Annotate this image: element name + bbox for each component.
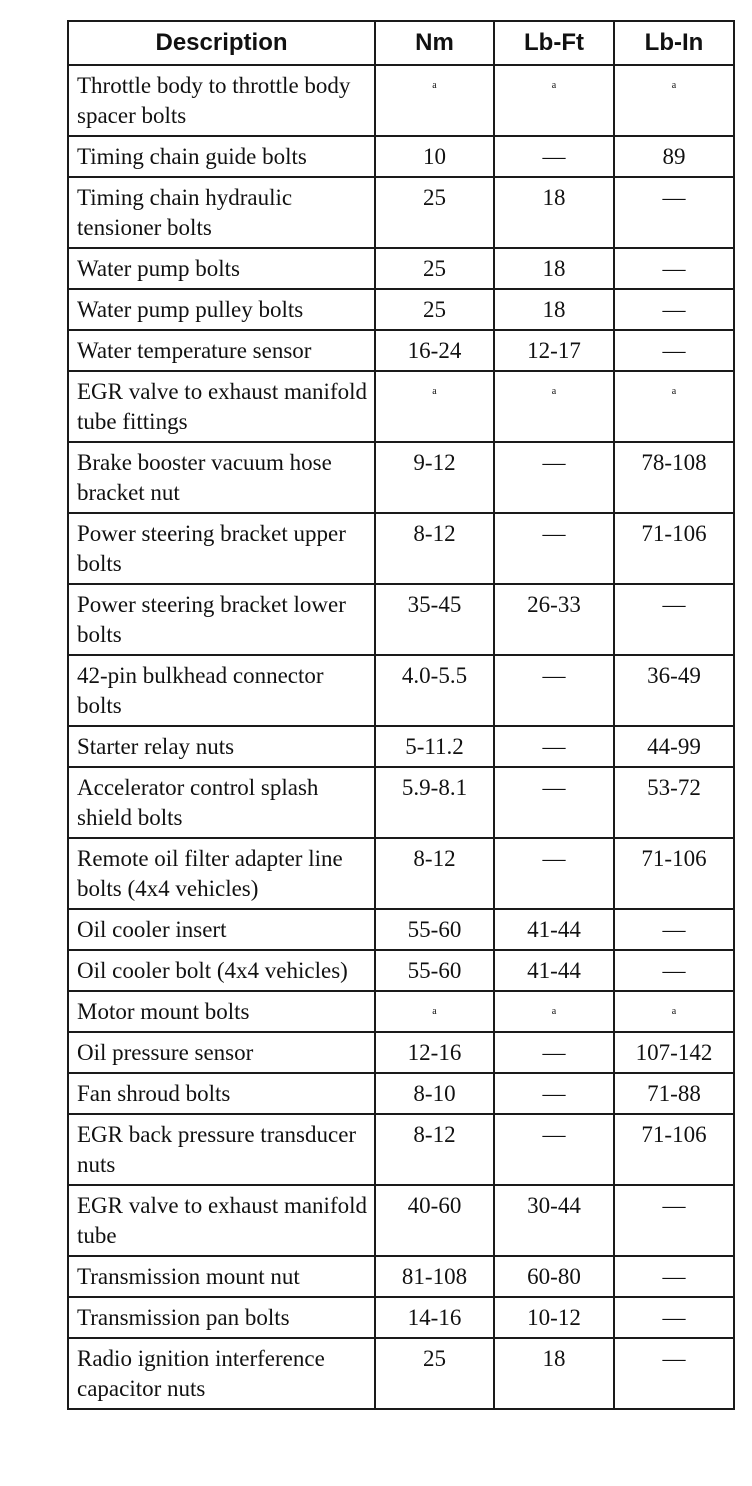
nm-cell: 40-60: [375, 1185, 494, 1256]
table-row: [68, 1073, 734, 1114]
description-cell: Timing chain guide bolts: [68, 136, 375, 177]
nm-cell: a: [375, 991, 494, 1032]
torque-specification-table: [67, 20, 735, 1410]
description-cell: Timing chain hydraulic tensioner bolts: [68, 177, 375, 248]
lb-in-cell: a: [614, 371, 734, 442]
lb-in-cell: —: [614, 1256, 734, 1297]
lb-ft-cell: 26-33: [494, 584, 614, 655]
description-cell: Throttle body to throttle body spacer bolts: [68, 65, 375, 136]
lb-in-cell: 71-106: [614, 513, 734, 584]
description-cell: 42-pin bulkhead connector bolts: [68, 655, 375, 726]
nm-cell: 25: [375, 289, 494, 330]
lb-ft-cell: —: [494, 1073, 614, 1114]
lb-ft-cell: —: [494, 513, 614, 584]
nm-cell: 55-60: [375, 909, 494, 950]
table-row: [68, 65, 734, 136]
column-header-lb-ft: Lb-Ft: [494, 21, 614, 65]
table-row: [68, 177, 734, 248]
nm-cell: 8-12: [375, 1114, 494, 1185]
table-row: [68, 1185, 734, 1256]
table-row: [68, 1256, 734, 1297]
lb-in-cell: —: [614, 909, 734, 950]
table-row: [68, 726, 734, 767]
description-cell: Water pump bolts: [68, 248, 375, 289]
nm-cell: 12-16: [375, 1032, 494, 1073]
description-cell: Remote oil filter adapter line bolts (4x4 vehicles): [68, 838, 375, 909]
table-row: [68, 1338, 734, 1409]
table-row: [68, 1032, 734, 1073]
lb-ft-cell: 10-12: [494, 1297, 614, 1338]
description-cell: Motor mount bolts: [68, 991, 375, 1032]
table-row: [68, 1114, 734, 1185]
table-row: [68, 767, 734, 838]
lb-in-cell: —: [614, 289, 734, 330]
table-row: [68, 289, 734, 330]
table-row: [68, 584, 734, 655]
nm-cell: 5-11.2: [375, 726, 494, 767]
table-row: [68, 950, 734, 991]
lb-ft-cell: 12-17: [494, 330, 614, 371]
lb-in-cell: —: [614, 1297, 734, 1338]
nm-cell: 35-45: [375, 584, 494, 655]
description-cell: Power steering bracket lower bolts: [68, 584, 375, 655]
table-row: [68, 513, 734, 584]
lb-in-cell: —: [614, 584, 734, 655]
description-cell: Transmission mount nut: [68, 1256, 375, 1297]
lb-in-cell: 53-72: [614, 767, 734, 838]
nm-cell: 55-60: [375, 950, 494, 991]
table-row: [68, 991, 734, 1032]
nm-cell: 25: [375, 1338, 494, 1409]
table-row: [68, 330, 734, 371]
description-cell: Water temperature sensor: [68, 330, 375, 371]
lb-ft-cell: —: [494, 1032, 614, 1073]
lb-ft-cell: —: [494, 838, 614, 909]
lb-ft-cell: —: [494, 136, 614, 177]
lb-ft-cell: —: [494, 1114, 614, 1185]
lb-in-cell: —: [614, 330, 734, 371]
lb-in-cell: 78-108: [614, 442, 734, 513]
lb-ft-cell: —: [494, 442, 614, 513]
lb-in-cell: —: [614, 1185, 734, 1256]
nm-cell: 8-12: [375, 513, 494, 584]
description-cell: Fan shroud bolts: [68, 1073, 375, 1114]
column-header-lb-in: Lb-In: [614, 21, 734, 65]
description-cell: Water pump pulley bolts: [68, 289, 375, 330]
table-row: [68, 838, 734, 909]
description-cell: Brake booster vacuum hose bracket nut: [68, 442, 375, 513]
lb-ft-cell: a: [494, 65, 614, 136]
nm-cell: 8-10: [375, 1073, 494, 1114]
lb-ft-cell: 60-80: [494, 1256, 614, 1297]
lb-in-cell: —: [614, 950, 734, 991]
lb-ft-cell: a: [494, 991, 614, 1032]
lb-ft-cell: —: [494, 726, 614, 767]
nm-cell: 4.0-5.5: [375, 655, 494, 726]
description-cell: Oil pressure sensor: [68, 1032, 375, 1073]
description-cell: Accelerator control splash shield bolts: [68, 767, 375, 838]
lb-in-cell: 107-142: [614, 1032, 734, 1073]
lb-in-cell: 89: [614, 136, 734, 177]
description-cell: EGR valve to exhaust manifold tube fittings: [68, 371, 375, 442]
nm-cell: 8-12: [375, 838, 494, 909]
column-header-nm: Nm: [375, 21, 494, 65]
lb-ft-cell: 18: [494, 248, 614, 289]
lb-in-cell: a: [614, 65, 734, 136]
table-row: [68, 1297, 734, 1338]
lb-in-cell: 71-106: [614, 838, 734, 909]
lb-ft-cell: 18: [494, 1338, 614, 1409]
lb-ft-cell: 18: [494, 289, 614, 330]
lb-ft-cell: a: [494, 371, 614, 442]
description-cell: Oil cooler insert: [68, 909, 375, 950]
nm-cell: 81-108: [375, 1256, 494, 1297]
lb-in-cell: 71-88: [614, 1073, 734, 1114]
nm-cell: 16-24: [375, 330, 494, 371]
lb-in-cell: 36-49: [614, 655, 734, 726]
nm-cell: 5.9-8.1: [375, 767, 494, 838]
lb-ft-cell: 41-44: [494, 909, 614, 950]
description-cell: Oil cooler bolt (4x4 vehicles): [68, 950, 375, 991]
lb-in-cell: 44-99: [614, 726, 734, 767]
table-row: [68, 655, 734, 726]
table-body: [68, 65, 734, 1409]
lb-ft-cell: 18: [494, 177, 614, 248]
nm-cell: 25: [375, 177, 494, 248]
lb-ft-cell: —: [494, 655, 614, 726]
lb-ft-cell: —: [494, 767, 614, 838]
lb-in-cell: —: [614, 1338, 734, 1409]
nm-cell: a: [375, 371, 494, 442]
description-cell: Radio ignition interference capacitor nuts: [68, 1338, 375, 1409]
table-row: [68, 371, 734, 442]
nm-cell: 10: [375, 136, 494, 177]
description-cell: Power steering bracket upper bolts: [68, 513, 375, 584]
lb-in-cell: —: [614, 248, 734, 289]
description-cell: Transmission pan bolts: [68, 1297, 375, 1338]
lb-in-cell: 71-106: [614, 1114, 734, 1185]
lb-in-cell: a: [614, 991, 734, 1032]
header-row: [68, 21, 734, 65]
lb-ft-cell: 30-44: [494, 1185, 614, 1256]
column-header-description: Description: [68, 21, 375, 65]
table-row: [68, 442, 734, 513]
nm-cell: 25: [375, 248, 494, 289]
lb-in-cell: —: [614, 177, 734, 248]
description-cell: EGR back pressure transducer nuts: [68, 1114, 375, 1185]
table-row: [68, 248, 734, 289]
nm-cell: 9-12: [375, 442, 494, 513]
table-row: [68, 909, 734, 950]
description-cell: EGR valve to exhaust manifold tube: [68, 1185, 375, 1256]
table-row: [68, 136, 734, 177]
description-cell: Starter relay nuts: [68, 726, 375, 767]
nm-cell: a: [375, 65, 494, 136]
lb-ft-cell: 41-44: [494, 950, 614, 991]
nm-cell: 14-16: [375, 1297, 494, 1338]
